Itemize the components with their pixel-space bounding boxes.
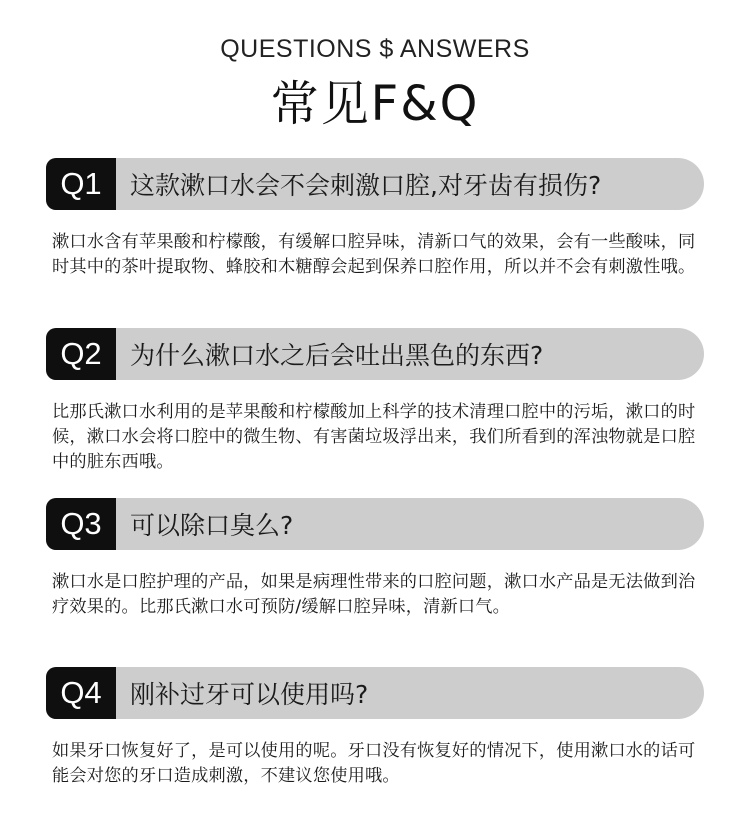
question-tag: Q2 [46,328,116,380]
answer-text: 比那氏漱口水利用的是苹果酸和柠檬酸加上科学的技术清理口腔中的污垢，漱口的时候，漱口水会将口腔中的微生物、有害菌垃圾浮出来，我们所看到的浑浊物就是口腔中的脏东西哦。 [52,402,696,472]
qa-item-3 [46,498,704,620]
answer-text: 漱口水含有苹果酸和柠檬酸，有缓解口腔异味，清新口气的效果，会有一些酸味，同时其中的茶叶提取物、蜂胶和木糖醇会起到保养口腔作用，所以并不会有刺激性哦。 [52,232,696,277]
question-text: 为什么漱口水之后会吐出黑色的东西? [130,341,544,370]
question-tag: Q3 [46,498,116,550]
qa-item-1 [46,158,704,280]
question-text: 这款漱口水会不会刺激口腔,对牙齿有损伤? [130,171,602,200]
faq-title: 常见F&Q [270,76,480,132]
question-bar [46,328,704,380]
question-bar [46,667,704,719]
qa-item-4 [46,667,704,789]
faq-header [0,30,750,134]
answer-text: 如果牙口恢复好了，是可以使用的呢。牙口没有恢复好的情况下，使用漱口水的话可能会对您的牙口造成刺激，不建议您使用哦。 [52,741,696,786]
question-bar [46,498,704,550]
question-bar [46,158,704,210]
question-text: 刚补过牙可以使用吗? [130,680,369,709]
faq-subtitle: QUESTIONS $ ANSWERS [220,35,530,63]
qa-item-2 [46,328,704,475]
question-tag: Q4 [46,667,116,719]
question-text: 可以除口臭么? [130,511,294,540]
answer-text: 漱口水是口腔护理的产品，如果是病理性带来的口腔问题，漱口水产品是无法做到治疗效果的。比那氏漱口水可预防/缓解口腔异味，清新口气。 [52,572,696,617]
question-tag: Q1 [46,158,116,210]
